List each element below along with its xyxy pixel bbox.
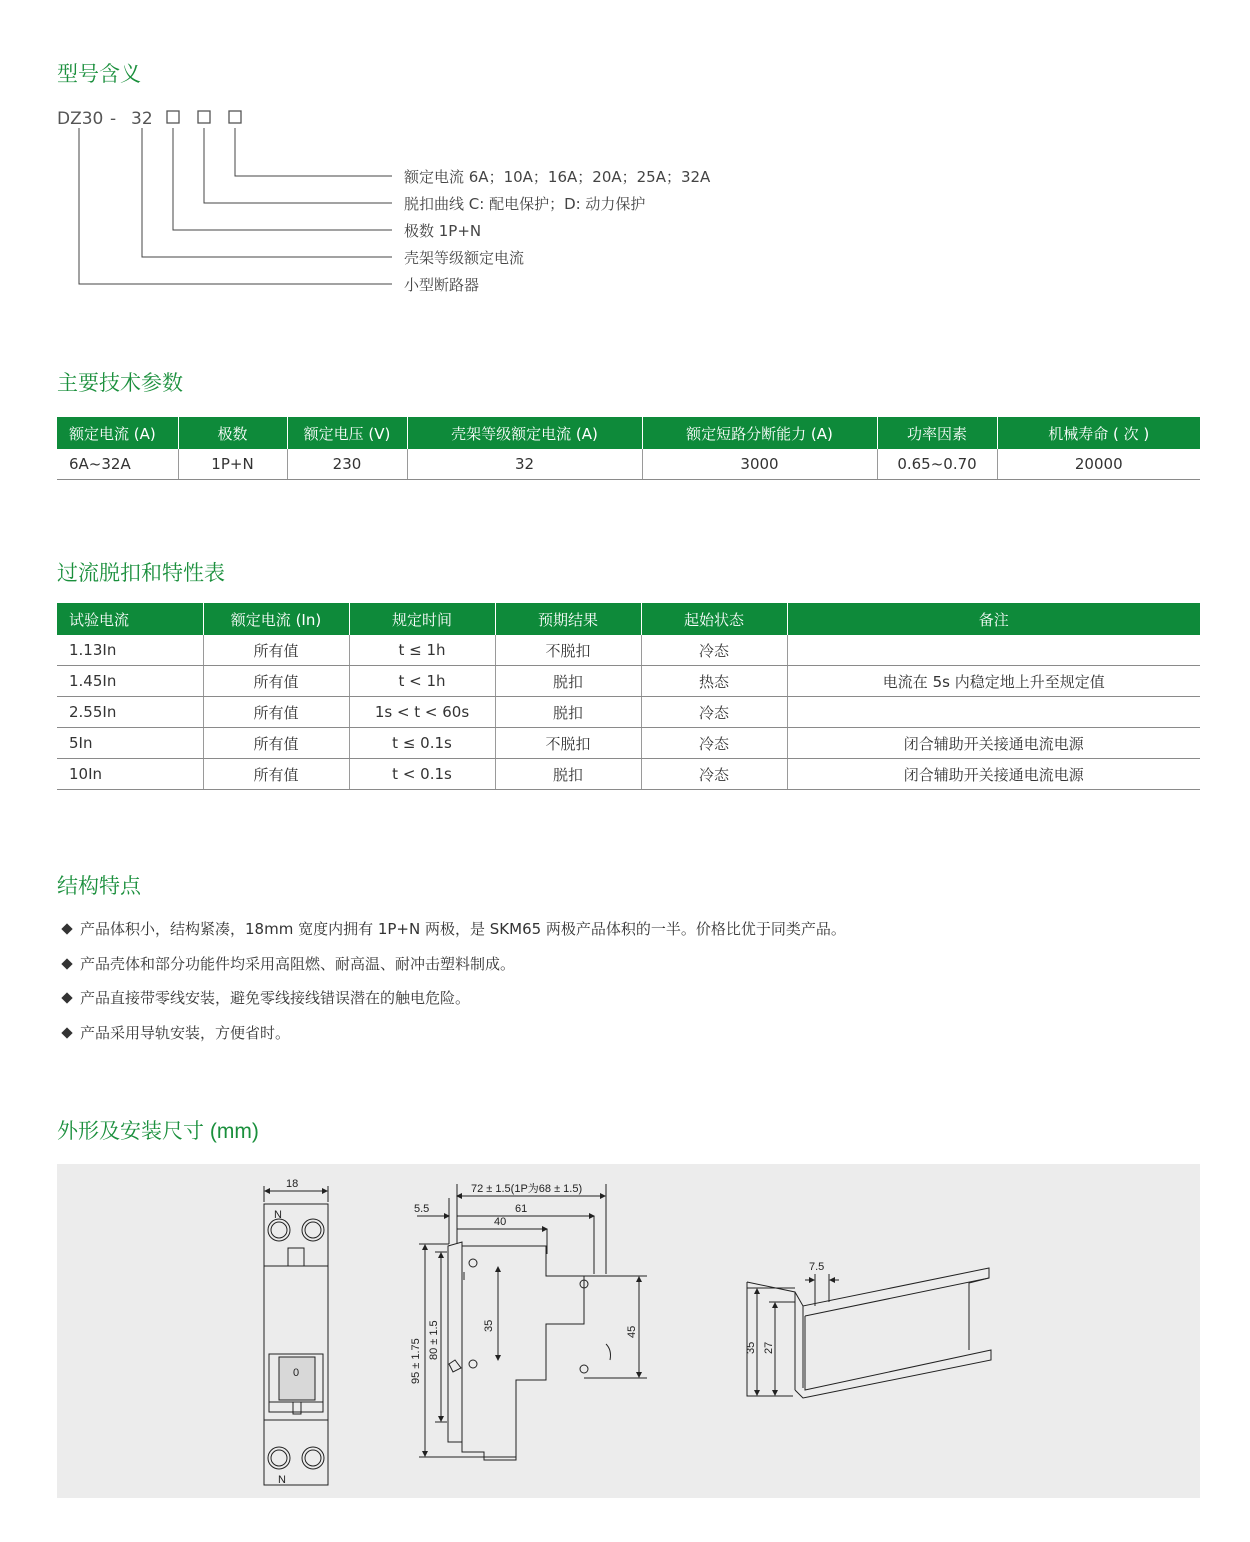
legend-rated-current: 额定电流 6A；10A；16A；20A；25A；32A [404, 168, 711, 186]
trip-cell-remark: 闭合辅助开关接通电流电源 [787, 759, 1200, 790]
model-rating: 32 [131, 109, 153, 129]
side-overall-length-label: 72 ± 1.5(1P为68 ± 1.5) [471, 1183, 583, 1195]
side-5-5-label: 5.5 [414, 1203, 430, 1215]
dimension-drawing-panel [57, 1164, 1200, 1498]
trip-cell-test-current: 5In [57, 728, 203, 759]
trip-cell-state: 冷态 [641, 697, 787, 728]
params-header-breaking-capacity: 额定短路分断能力 (A) [642, 417, 877, 449]
model-dash: - [110, 109, 117, 129]
model-box-curve [198, 111, 210, 123]
trip-cell-remark [787, 697, 1200, 728]
trip-cell-time: t < 1h [349, 666, 495, 697]
dimensions-section-title: 外形及安装尺寸 (mm) [57, 1120, 259, 1143]
trip-cell-rated-current: 所有值 [203, 697, 349, 728]
trip-cell-state: 热态 [641, 666, 787, 697]
legend-poles: 极数 1P+N [404, 222, 482, 240]
front-width-label: 18 [286, 1178, 299, 1190]
trip-cell-result: 不脱扣 [495, 728, 641, 759]
trip-cell-rated-current: 所有值 [203, 728, 349, 759]
trip-cell-time: t ≤ 1h [349, 635, 495, 666]
leader-line-curve [204, 128, 392, 203]
trip-cell-remark [787, 635, 1200, 666]
rail-7-5-label: 7.5 [809, 1261, 825, 1273]
trip-header-test-current: 试验电流 [57, 603, 203, 635]
params-header-frame-current: 壳架等级额定电流 (A) [407, 417, 642, 449]
side-95-label: 95 ± 1.75 [410, 1338, 422, 1384]
list-item [57, 1016, 846, 1051]
feature-text: 产品壳体和部分功能件均采用高阻燃、耐高温、耐冲击塑料制成。 [80, 954, 516, 973]
trip-cell-rated-current: 所有值 [203, 759, 349, 790]
front-bottom-n-label: N [278, 1474, 286, 1486]
params-header-power-factor: 功率因素 [877, 417, 997, 449]
trip-cell-state: 冷态 [641, 635, 787, 666]
bullet-diamond-icon [61, 924, 72, 935]
trip-header-rated-current: 额定电流 (In) [203, 603, 349, 635]
side-40-label: 40 [494, 1216, 507, 1228]
legend-trip-curve: 脱扣曲线 C: 配电保护；D: 动力保护 [404, 195, 646, 213]
trip-cell-test-current: 10In [57, 759, 203, 790]
list-item [57, 981, 846, 1016]
trip-cell-test-current: 1.45In [57, 666, 203, 697]
bullet-diamond-icon [61, 1027, 72, 1038]
params-cell-frame-current: 32 [407, 449, 642, 480]
trip-header-time: 规定时间 [349, 603, 495, 635]
trip-cell-rated-current: 所有值 [203, 666, 349, 697]
table-row [57, 449, 1200, 480]
trip-cell-remark: 电流在 5s 内稳定地上升至规定值 [787, 666, 1200, 697]
trip-cell-rated-current: 所有值 [203, 635, 349, 666]
trip-header-state: 起始状态 [641, 603, 787, 635]
table-row [57, 728, 1200, 759]
trip-cell-time: 1s < t < 60s [349, 697, 495, 728]
side-35-label: 35 [483, 1319, 495, 1332]
params-section-title: 主要技术参数 [57, 372, 183, 395]
trip-cell-test-current: 2.55In [57, 697, 203, 728]
params-header-voltage: 额定电压 (V) [287, 417, 407, 449]
model-section-title: 型号含义 [57, 63, 141, 86]
model-designation-diagram [0, 95, 800, 305]
model-prefix: DZ30 [57, 109, 104, 129]
front-handle-mark: 0 [293, 1367, 300, 1379]
trip-header-row [57, 603, 1200, 635]
front-top-n-label: N [274, 1209, 282, 1221]
leader-line-poles [173, 128, 392, 230]
trip-cell-remark: 闭合辅助开关接通电流电源 [787, 728, 1200, 759]
params-cell-mech-life: 20000 [997, 449, 1200, 480]
feature-text: 产品体积小，结构紧凑，18mm 宽度内拥有 1P+N 两极，是 SKM65 两极产品体积的一半。价格比优于同类产品。 [80, 920, 846, 939]
legend-frame-current: 壳架等级额定电流 [404, 249, 525, 267]
bullet-diamond-icon [61, 958, 72, 969]
trip-cell-state: 冷态 [641, 759, 787, 790]
bullet-diamond-icon [61, 993, 72, 1004]
model-box-poles [167, 111, 179, 123]
trip-header-remark: 备注 [787, 603, 1200, 635]
params-header-row [57, 417, 1200, 449]
side-view-drawing [417, 1184, 647, 1460]
feature-text: 产品采用导轨安装，方便省时。 [80, 1023, 291, 1042]
leader-line-frame [142, 128, 392, 257]
leader-line-current [235, 128, 392, 176]
table-row [57, 759, 1200, 790]
table-row [57, 635, 1200, 666]
feature-list [57, 912, 846, 1050]
trip-cell-time: t < 0.1s [349, 759, 495, 790]
rail-27-label: 27 [763, 1341, 775, 1354]
list-item [57, 912, 846, 947]
params-cell-voltage: 230 [287, 449, 407, 480]
params-header-rated-current: 额定电流 (A) [57, 417, 178, 449]
rail-35-label: 35 [745, 1341, 757, 1354]
params-cell-poles: 1P+N [178, 449, 287, 480]
trip-characteristics-table [57, 603, 1200, 790]
dimension-drawings [57, 1164, 1200, 1498]
trip-cell-test-current: 1.13In [57, 635, 203, 666]
params-table [57, 417, 1200, 480]
params-cell-breaking-capacity: 3000 [642, 449, 877, 480]
table-row [57, 666, 1200, 697]
legend-breaker-type: 小型断路器 [404, 276, 480, 294]
model-box-current [229, 111, 241, 123]
params-cell-power-factor: 0.65~0.70 [877, 449, 997, 480]
structure-section-title: 结构特点 [57, 875, 141, 898]
params-cell-rated-current: 6A~32A [57, 449, 178, 480]
trip-cell-result: 不脱扣 [495, 635, 641, 666]
table-row [57, 697, 1200, 728]
trip-section-title: 过流脱扣和特性表 [57, 562, 225, 585]
side-45-label: 45 [626, 1325, 638, 1338]
trip-cell-result: 脱扣 [495, 666, 641, 697]
din-rail-drawing [747, 1268, 991, 1398]
front-view-drawing [264, 1186, 328, 1485]
trip-cell-time: t ≤ 0.1s [349, 728, 495, 759]
side-61-label: 61 [515, 1203, 528, 1215]
side-80-label: 80 ± 1.5 [428, 1320, 440, 1360]
trip-cell-state: 冷态 [641, 728, 787, 759]
feature-text: 产品直接带零线安装，避免零线接线错误潜在的触电危险。 [80, 989, 471, 1008]
trip-header-result: 预期结果 [495, 603, 641, 635]
trip-cell-result: 脱扣 [495, 759, 641, 790]
trip-cell-result: 脱扣 [495, 697, 641, 728]
params-header-poles: 极数 [178, 417, 287, 449]
params-header-mech-life: 机械寿命 ( 次 ) [997, 417, 1200, 449]
list-item [57, 947, 846, 982]
